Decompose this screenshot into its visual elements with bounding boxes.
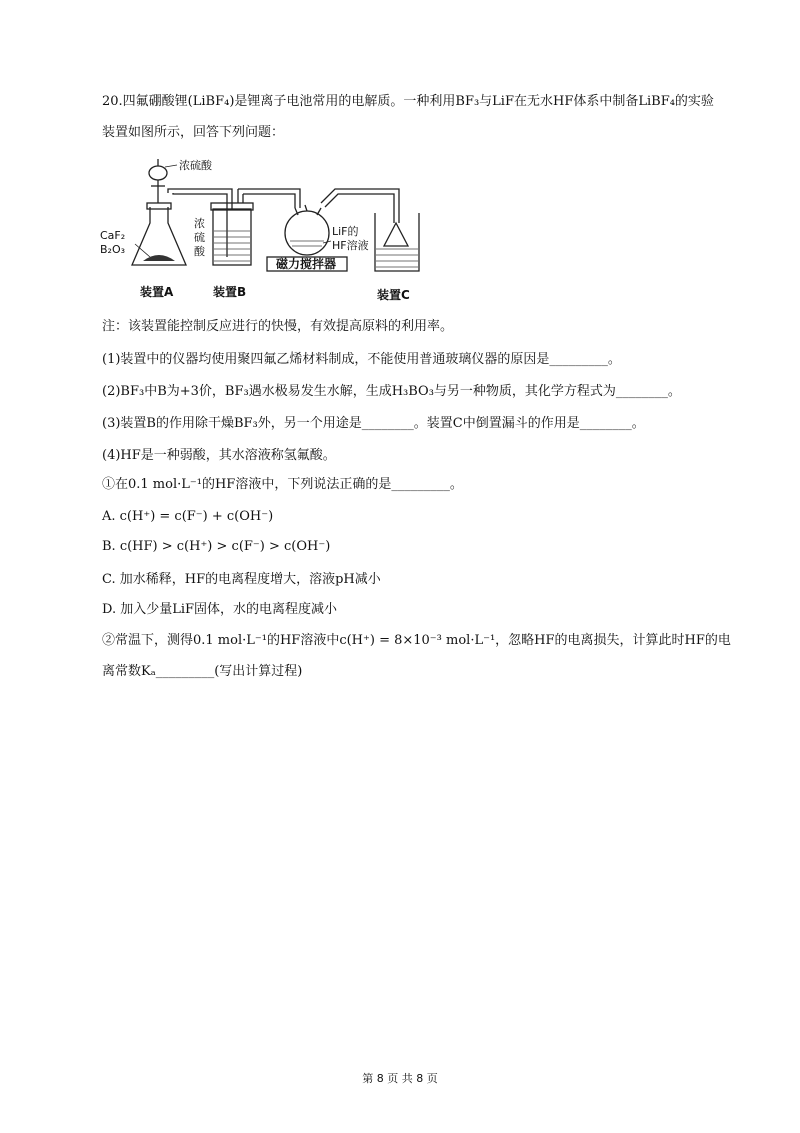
label-apparatus-a: 装置A (140, 285, 174, 299)
question-2: (2)BF₃中B为+3价，BF₃遇水极易发生水解，生成H₃BO₃与另一种物质，其化学方程式为________。 (102, 384, 681, 399)
label-conc-sulfuric-acid: 浓硫酸 (179, 159, 212, 172)
intro-line-2: 装置如图所示，回答下列问题： (102, 125, 285, 140)
question-1: (1)装置中的仪器均使用聚四氟乙烯材料制成，不能使用普通玻璃仪器的原因是_________。 (102, 352, 621, 367)
option-a: A. c(H⁺) = c(F⁻) + c(OH⁻) (102, 509, 274, 524)
label-lif-solution-1: LiF的 (332, 225, 359, 238)
option-b: B. c(HF) > c(H⁺) > c(F⁻) > c(OH⁻) (102, 539, 331, 554)
label-conc-acid-b-1: 浓 (194, 217, 205, 230)
option-d: D. 加入少量LiF固体，水的电离程度减小 (102, 602, 338, 617)
label-caf2: CaF₂ (100, 229, 126, 242)
option-c: C. 加水稀释，HF的电离程度增大，溶液pH减小 (102, 572, 381, 587)
question-3: (3)装置B的作用除干燥BF₃外，另一个用途是________。装置C中倒置漏斗的作用是________。 (102, 416, 645, 431)
label-conc-acid-b-3: 酸 (194, 245, 205, 258)
label-apparatus-b: 装置B (213, 285, 247, 299)
label-b2o3: B₂O₃ (100, 243, 126, 256)
question-4: (4)HF是一种弱酸，其水溶液称氢氟酸。 (102, 448, 336, 463)
page-footer: 第 8 页 共 8 页 (362, 1072, 438, 1085)
question-4-2-line-2: 离常数Kₐ_________(写出计算过程) (102, 664, 303, 679)
note-line: 注：该装置能控制反应进行的快慢，有效提高原料的利用率。 (102, 319, 454, 334)
label-lif-solution-2: HF溶液 (332, 239, 369, 252)
question-4-1: ①在0.1 mol·L⁻¹的HF溶液中，下列说法正确的是_________。 (102, 477, 463, 492)
intro-line-1: 20.四氟硼酸锂(LiBF₄)是锂离子电池常用的电解质。一种利用BF₃与LiF在无水HF体系中制备LiBF₄的实验 (102, 94, 714, 109)
label-conc-acid-b-2: 硫 (194, 231, 205, 244)
label-apparatus-c: 装置C (377, 288, 410, 302)
label-magnetic-stirrer: 磁力搅拌器 (276, 257, 337, 271)
apparatus-diagram (95, 153, 425, 313)
question-4-2-line-1: ②常温下，测得0.1 mol·L⁻¹的HF溶液中c(H⁺) = 8×10⁻³ mol·L⁻¹，忽略HF的电离损失，计算此时HF的电 (102, 633, 731, 648)
